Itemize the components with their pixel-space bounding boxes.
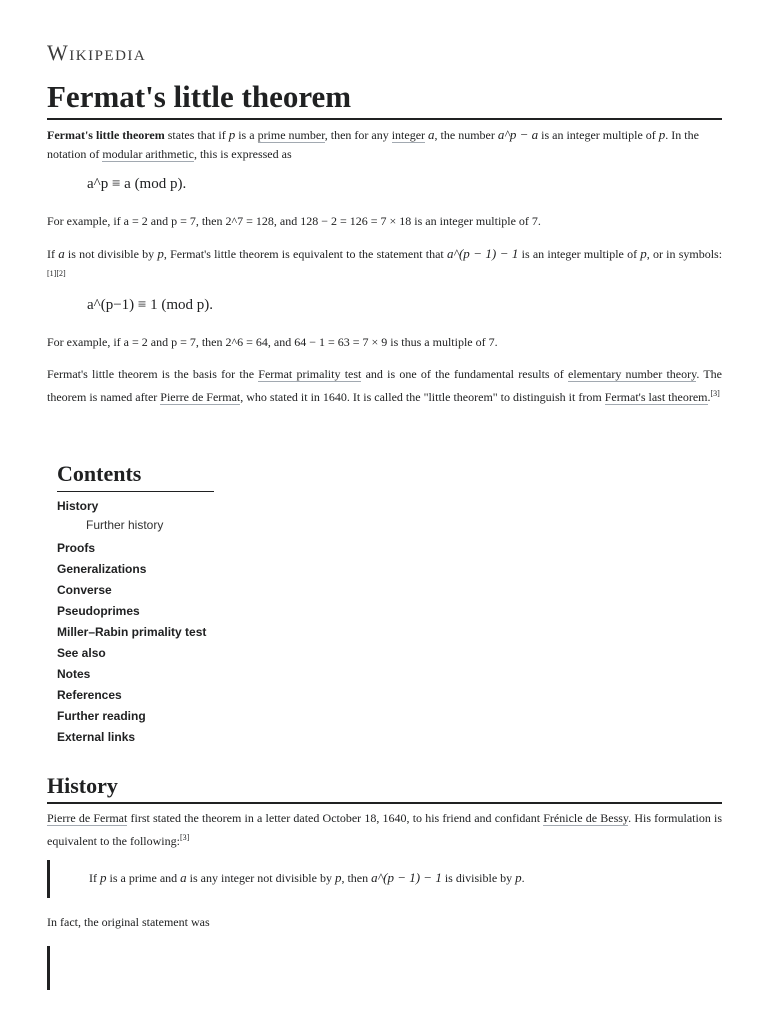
toc-item-further-reading[interactable]: Further reading <box>57 709 146 723</box>
toc-list <box>57 496 357 748</box>
formula-congruence: a^p ≡ a (mod p). <box>87 176 187 192</box>
link-prime-number[interactable]: prime number <box>257 128 325 142</box>
toc-item-converse[interactable]: Converse <box>57 583 112 597</box>
toc-item-pseudoprimes[interactable]: Pseudoprimes <box>57 604 140 618</box>
link-fermats-last-theorem[interactable]: Fermat's last theorem <box>604 390 708 404</box>
citation-ref[interactable]: [3] <box>179 833 190 842</box>
math-expression: a^(p − 1) − 1 <box>371 870 442 885</box>
formula-congruence-2: a^(p−1) ≡ 1 (mod p). <box>87 297 214 313</box>
blockquote <box>47 860 725 898</box>
link-pierre-de-fermat[interactable]: Pierre de Fermat <box>47 811 128 825</box>
wikipedia-logo[interactable]: Wikipedia <box>47 40 147 65</box>
example-paragraph-2: For example, if a = 2 and p = 7, then 2^6 = 64, and 64 − 1 = 63 = 7 × 9 is thus a multiple of 7. <box>47 335 498 349</box>
toc-item-external-links[interactable]: External links <box>57 730 136 744</box>
original-statement-intro: In fact, the original statement was <box>47 915 210 929</box>
link-elementary-number-theory[interactable]: elementary number theory <box>568 367 697 381</box>
equivalent-statement-paragraph: If a is not divisible by p, Fermat's little theorem is equivalent to the statement that a^(p − 1) − 1 is an integer multiple of p, or in symbols:[1][2] <box>47 246 723 278</box>
toc-item-miller-rabin[interactable]: Miller–Rabin primality test <box>57 625 207 639</box>
intro-bold-title: Fermat's little theorem <box>47 128 165 142</box>
intro-paragraph: Fermat's little theorem states that if p is a prime number, then for any integer a, the number a^p − a is an integer multiple of p. In the notation of modular arithmetic, this is expressed as <box>47 127 699 161</box>
toc-item-notes[interactable]: Notes <box>57 667 91 681</box>
example-paragraph-1: For example, if a = 2 and p = 7, then 2^7 = 128, and 128 − 2 = 126 = 7 × 18 is an integer multiple of 7. <box>47 214 541 228</box>
contents-heading: Contents <box>57 458 214 492</box>
page-title: Fermat's little theorem <box>47 78 722 120</box>
citation-ref[interactable]: [1][2] <box>47 269 66 278</box>
history-heading: History <box>47 770 722 804</box>
link-fermat-primality-test[interactable]: Fermat primality test <box>258 367 362 381</box>
toc-item-generalizations[interactable]: Generalizations <box>57 562 147 576</box>
quote-text: If p is a prime and a is any integer not divisible by p, then a^(p − 1) − 1 is divisible by p. <box>89 870 525 885</box>
toc-item-further-history[interactable]: Further history <box>86 518 164 532</box>
toc-item-proofs[interactable]: Proofs <box>57 541 96 555</box>
history-paragraph: Pierre de Fermat first stated the theorem in a letter dated October 18, 1640, to his friend and confidant Frénicle de Bessy. His formulation is equivalent to the following:[3] <box>47 811 723 848</box>
table-of-contents <box>57 458 357 748</box>
link-modular-arithmetic[interactable]: modular arithmetic <box>102 147 194 161</box>
citation-ref[interactable]: [3] <box>710 389 720 398</box>
math-expression: a^(p − 1) − 1 <box>446 246 519 261</box>
toc-item-references[interactable]: References <box>57 688 122 702</box>
link-integer[interactable]: integer <box>391 128 426 142</box>
toc-item-see-also[interactable]: See also <box>57 646 106 660</box>
toc-item-history[interactable]: History <box>57 499 99 513</box>
basis-paragraph: Fermat's little theorem is the basis for the Fermat primality test and is one of the fundamental results of elementary number theory. The theorem is named after Pierre de Fermat, who stated it in 1640. It is called the "little theorem" to distinguish it from Fermat's last theorem.[3] <box>47 367 722 404</box>
math-expression: a^p − a <box>497 127 539 142</box>
link-frenicle-de-bessy[interactable]: Frénicle de Bessy <box>543 811 629 825</box>
blockquote-original <box>47 946 725 990</box>
link-pierre-de-fermat[interactable]: Pierre de Fermat <box>160 390 241 404</box>
